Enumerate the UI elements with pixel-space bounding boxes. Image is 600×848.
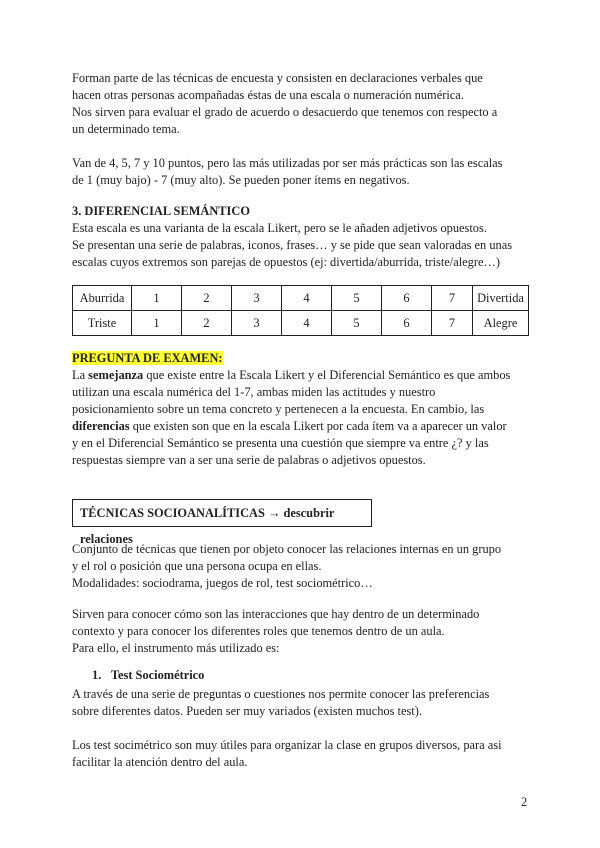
table-row [73,286,529,311]
test-paragraph-1 [72,686,540,720]
table-cell: 5 [332,286,382,311]
socioanalytic-title-box: TÉCNICAS SOCIOANALÍTICAS → descubrir relaciones [72,499,372,527]
text-line: Los test socimétrico son muy útiles para organizar la clase en grupos diversos, para asi [72,738,502,752]
exam-question-paragraph [72,350,540,469]
text-line: A través de una serie de preguntas o cuestiones nos permite conocer las preferencias [72,687,490,701]
page-number: 2 [521,795,528,809]
test-paragraph-2 [72,737,540,771]
text-line: posicionamiento sobre un tema concreto y pertenecen a la encuesta. En cambio, las [72,402,485,416]
text-line: Modalidades: sociodrama, juegos de rol, test sociométrico… [72,576,373,590]
text-line: un determinado tema. [72,122,180,136]
table-cell: 2 [182,286,232,311]
table-cell: 4 [282,286,332,311]
table-cell: 6 [382,286,432,311]
text-line: Sirven para conocer cómo son las interacciones que hay dentro de un determinado [72,607,480,621]
text-line: Se presentan una serie de palabras, iconos, frases… y se pide que sean valoradas en unas [72,238,513,252]
numbered-heading [92,668,204,683]
test-heading: Test Sociométrico [110,668,205,682]
section-heading: 3. DIFERENCIAL SEMÁNTICO [72,204,250,218]
table-cell: 5 [332,311,382,336]
socio-paragraph-2 [72,606,540,657]
socio-paragraph-1 [72,541,540,592]
points-paragraph [72,155,540,189]
table-cell: 4 [282,311,332,336]
text-line: Conjunto de técnicas que tienen por objeto conocer las relaciones internas en un grupo [72,542,502,556]
table-cell: 6 [382,311,432,336]
text-fragment: que existe entre la Escala Likert y el Diferencial Semántico es que ambos [143,368,511,382]
emphasis-semejanza: semejanza [88,368,144,382]
emphasis-diferencias: diferencias [72,419,130,433]
text-line: y en el Diferencial Semántico se presenta una cuestión que siempre va entre ¿? y las [72,436,489,450]
text-line: Nos sirven para evaluar el grado de acuerdo o desacuerdo que tenemos con respecto a [72,105,498,119]
table-cell: 7 [432,311,473,336]
intro-paragraph [72,70,540,138]
table-row [73,311,529,336]
text-fragment: que existen son que en la escala Likert por cada ítem va a aparecer un valor [129,419,507,433]
table-cell: Aburrida [73,286,132,311]
exam-highlight-label: PREGUNTA DE EXAMEN: [72,351,223,365]
list-number: 1. [92,668,102,682]
text-fragment: La [72,368,89,382]
text-line: Forman parte de las técnicas de encuesta y consisten en declaraciones verbales que [72,71,483,85]
table-cell: 3 [232,286,282,311]
table-cell: 1 [132,311,182,336]
table-cell: 1 [132,286,182,311]
text-line: hacen otras personas acompañadas éstas de una escala o numeración numérica. [72,88,464,102]
table-cell: Triste [73,311,132,336]
text-line: sobre diferentes datos. Pueden ser muy variados (existen muchos test). [72,704,422,718]
text-line: contexto y para conocer los diferentes roles que tenemos dentro de un aula. [72,624,445,638]
text-line: y el rol o posición que una persona ocupa en ellas. [72,559,322,573]
text-line: facilitar la atención dentro del aula. [72,755,248,769]
table-cell: 7 [432,286,473,311]
text-line: de 1 (muy bajo) - 7 (muy alto). Se pueden poner ítems en negativos. [72,173,410,187]
text-line: utilizan una escala numérica del 1-7, ambas miden las actitudes y nuestro [72,385,436,399]
text-line: Para ello, el instrumento más utilizado es: [72,641,280,655]
diferencial-section [72,203,540,271]
table-cell: 3 [232,311,282,336]
table-cell: Divertida [473,286,529,311]
table-cell: 2 [182,311,232,336]
table-cell: Alegre [473,311,529,336]
semantic-differential-table [72,285,529,336]
text-line: Esta escala es una varianta de la escala Likert, pero se le añaden adjetivos opuestos. [72,221,487,235]
text-line: respuestas siempre van a ser una serie de palabras o adjetivos opuestos. [72,453,426,467]
text-line: escalas cuyos extremos son parejas de opuestos (ej: divertida/aburrida, triste/alegre…) [72,255,501,269]
text-line: Van de 4, 5, 7 y 10 puntos, pero las más utilizadas por ser más prácticas son las escalas [72,156,503,170]
